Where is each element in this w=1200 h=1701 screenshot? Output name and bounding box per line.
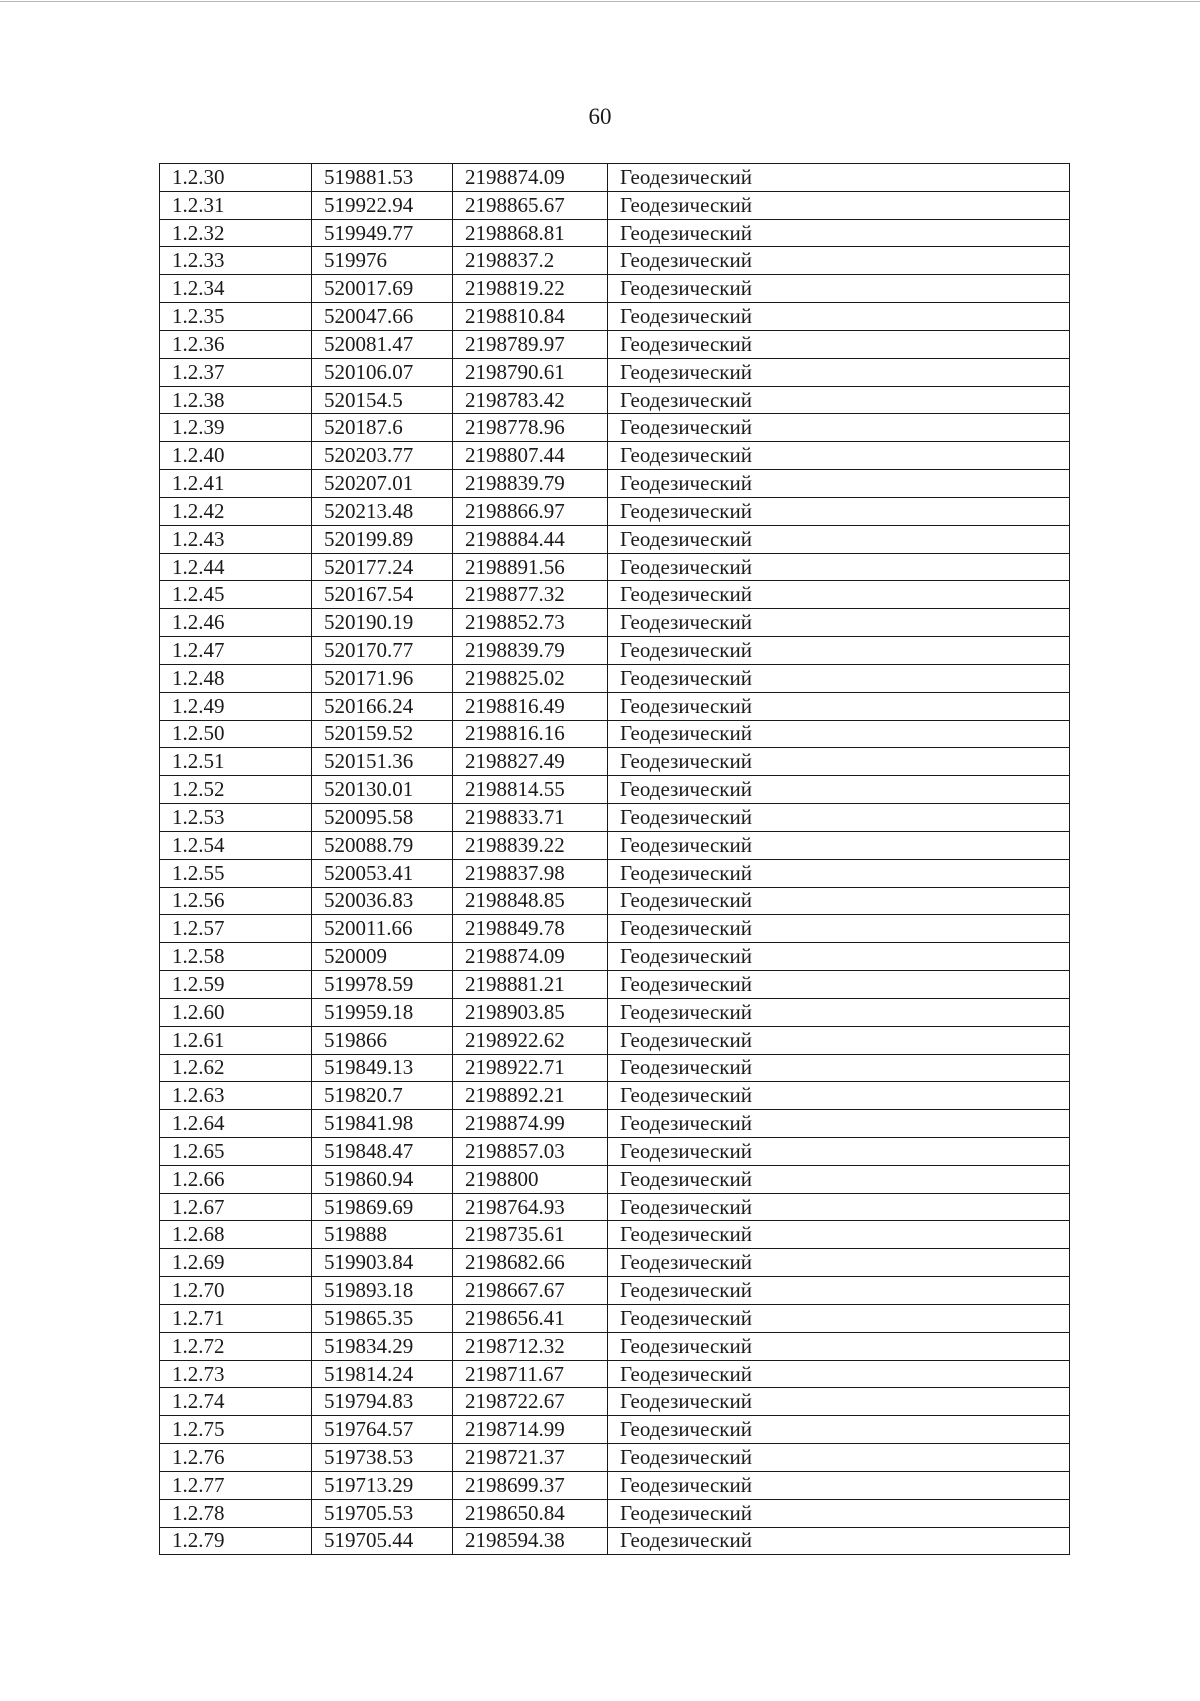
x-coordinate-cell: 520213.48	[312, 497, 453, 525]
x-coordinate-cell: 520154.5	[312, 386, 453, 414]
table-row	[160, 998, 1070, 1026]
table-row	[160, 1110, 1070, 1138]
x-coordinate-cell: 520009	[312, 943, 453, 971]
point-number-cell: 1.2.32	[160, 219, 312, 247]
point-number-cell: 1.2.66	[160, 1165, 312, 1193]
table-row	[160, 776, 1070, 804]
point-number-cell: 1.2.69	[160, 1249, 312, 1277]
y-coordinate-cell: 2198783.42	[453, 386, 608, 414]
point-number-cell: 1.2.60	[160, 998, 312, 1026]
point-number-cell: 1.2.37	[160, 358, 312, 386]
point-number-cell: 1.2.40	[160, 442, 312, 470]
x-coordinate-cell: 520151.36	[312, 748, 453, 776]
y-coordinate-cell: 2198884.44	[453, 525, 608, 553]
x-coordinate-cell: 520187.6	[312, 414, 453, 442]
point-number-cell: 1.2.57	[160, 915, 312, 943]
point-type-cell: Геодезический	[608, 971, 1070, 999]
x-coordinate-cell: 519866	[312, 1026, 453, 1054]
table-row	[160, 1165, 1070, 1193]
y-coordinate-cell: 2198852.73	[453, 609, 608, 637]
y-coordinate-cell: 2198868.81	[453, 219, 608, 247]
x-coordinate-cell: 520095.58	[312, 804, 453, 832]
point-number-cell: 1.2.71	[160, 1304, 312, 1332]
x-coordinate-cell: 519848.47	[312, 1137, 453, 1165]
y-coordinate-cell: 2198800	[453, 1165, 608, 1193]
y-coordinate-cell: 2198922.71	[453, 1054, 608, 1082]
table-row	[160, 247, 1070, 275]
table-row	[160, 358, 1070, 386]
x-coordinate-cell: 520106.07	[312, 358, 453, 386]
point-type-cell: Геодезический	[608, 303, 1070, 331]
point-type-cell: Геодезический	[608, 1277, 1070, 1305]
point-type-cell: Геодезический	[608, 1416, 1070, 1444]
point-type-cell: Геодезический	[608, 859, 1070, 887]
y-coordinate-cell: 2198891.56	[453, 553, 608, 581]
x-coordinate-cell: 520177.24	[312, 553, 453, 581]
y-coordinate-cell: 2198874.99	[453, 1110, 608, 1138]
point-type-cell: Геодезический	[608, 1527, 1070, 1555]
x-coordinate-cell: 519949.77	[312, 219, 453, 247]
x-coordinate-cell: 520166.24	[312, 692, 453, 720]
table-row	[160, 804, 1070, 832]
point-type-cell: Геодезический	[608, 553, 1070, 581]
point-type-cell: Геодезический	[608, 386, 1070, 414]
point-number-cell: 1.2.76	[160, 1444, 312, 1472]
point-type-cell: Геодезический	[608, 831, 1070, 859]
point-number-cell: 1.2.36	[160, 330, 312, 358]
x-coordinate-cell: 520011.66	[312, 915, 453, 943]
point-type-cell: Геодезический	[608, 887, 1070, 915]
point-number-cell: 1.2.51	[160, 748, 312, 776]
point-type-cell: Геодезический	[608, 915, 1070, 943]
y-coordinate-cell: 2198848.85	[453, 887, 608, 915]
x-coordinate-cell: 520017.69	[312, 275, 453, 303]
x-coordinate-cell: 520170.77	[312, 637, 453, 665]
y-coordinate-cell: 2198874.09	[453, 943, 608, 971]
point-type-cell: Геодезический	[608, 998, 1070, 1026]
x-coordinate-cell: 519922.94	[312, 191, 453, 219]
point-type-cell: Геодезический	[608, 1082, 1070, 1110]
point-number-cell: 1.2.79	[160, 1527, 312, 1555]
y-coordinate-cell: 2198722.67	[453, 1388, 608, 1416]
table-row	[160, 442, 1070, 470]
point-number-cell: 1.2.70	[160, 1277, 312, 1305]
table-row	[160, 1332, 1070, 1360]
table-row	[160, 664, 1070, 692]
point-number-cell: 1.2.33	[160, 247, 312, 275]
x-coordinate-cell: 519959.18	[312, 998, 453, 1026]
point-number-cell: 1.2.73	[160, 1360, 312, 1388]
point-number-cell: 1.2.75	[160, 1416, 312, 1444]
point-type-cell: Геодезический	[608, 804, 1070, 832]
point-type-cell: Геодезический	[608, 275, 1070, 303]
x-coordinate-cell: 519713.29	[312, 1471, 453, 1499]
point-type-cell: Геодезический	[608, 414, 1070, 442]
point-type-cell: Геодезический	[608, 748, 1070, 776]
x-coordinate-cell: 519893.18	[312, 1277, 453, 1305]
y-coordinate-cell: 2198714.99	[453, 1416, 608, 1444]
point-type-cell: Геодезический	[608, 442, 1070, 470]
point-type-cell: Геодезический	[608, 330, 1070, 358]
x-coordinate-cell: 519869.69	[312, 1193, 453, 1221]
y-coordinate-cell: 2198712.32	[453, 1332, 608, 1360]
x-coordinate-cell: 520036.83	[312, 887, 453, 915]
y-coordinate-cell: 2198839.79	[453, 470, 608, 498]
y-coordinate-cell: 2198764.93	[453, 1193, 608, 1221]
y-coordinate-cell: 2198874.09	[453, 164, 608, 192]
y-coordinate-cell: 2198807.44	[453, 442, 608, 470]
y-coordinate-cell: 2198849.78	[453, 915, 608, 943]
point-number-cell: 1.2.53	[160, 804, 312, 832]
point-number-cell: 1.2.72	[160, 1332, 312, 1360]
y-coordinate-cell: 2198922.62	[453, 1026, 608, 1054]
table-row	[160, 1388, 1070, 1416]
table-row	[160, 1137, 1070, 1165]
point-number-cell: 1.2.65	[160, 1137, 312, 1165]
point-type-cell: Геодезический	[608, 219, 1070, 247]
table-row	[160, 692, 1070, 720]
y-coordinate-cell: 2198837.2	[453, 247, 608, 275]
point-number-cell: 1.2.30	[160, 164, 312, 192]
point-number-cell: 1.2.50	[160, 720, 312, 748]
table-row	[160, 1527, 1070, 1555]
x-coordinate-cell: 519903.84	[312, 1249, 453, 1277]
x-coordinate-cell: 519849.13	[312, 1054, 453, 1082]
point-type-cell: Геодезический	[608, 692, 1070, 720]
point-type-cell: Геодезический	[608, 1054, 1070, 1082]
table-row	[160, 219, 1070, 247]
point-type-cell: Геодезический	[608, 581, 1070, 609]
table-row	[160, 1416, 1070, 1444]
point-type-cell: Геодезический	[608, 358, 1070, 386]
x-coordinate-cell: 520081.47	[312, 330, 453, 358]
point-type-cell: Геодезический	[608, 1221, 1070, 1249]
y-coordinate-cell: 2198789.97	[453, 330, 608, 358]
point-type-cell: Геодезический	[608, 1304, 1070, 1332]
x-coordinate-cell: 519978.59	[312, 971, 453, 999]
y-coordinate-cell: 2198903.85	[453, 998, 608, 1026]
point-type-cell: Геодезический	[608, 776, 1070, 804]
point-type-cell: Геодезический	[608, 1026, 1070, 1054]
y-coordinate-cell: 2198735.61	[453, 1221, 608, 1249]
point-number-cell: 1.2.63	[160, 1082, 312, 1110]
point-type-cell: Геодезический	[608, 720, 1070, 748]
point-type-cell: Геодезический	[608, 1193, 1070, 1221]
point-number-cell: 1.2.61	[160, 1026, 312, 1054]
point-number-cell: 1.2.46	[160, 609, 312, 637]
point-type-cell: Геодезический	[608, 1249, 1070, 1277]
y-coordinate-cell: 2198865.67	[453, 191, 608, 219]
table-row	[160, 1026, 1070, 1054]
x-coordinate-cell: 519888	[312, 1221, 453, 1249]
table-row	[160, 831, 1070, 859]
y-coordinate-cell: 2198814.55	[453, 776, 608, 804]
point-number-cell: 1.2.78	[160, 1499, 312, 1527]
y-coordinate-cell: 2198877.32	[453, 581, 608, 609]
coordinates-table	[159, 163, 1070, 1555]
x-coordinate-cell: 519738.53	[312, 1444, 453, 1472]
point-number-cell: 1.2.31	[160, 191, 312, 219]
table-row	[160, 525, 1070, 553]
point-number-cell: 1.2.48	[160, 664, 312, 692]
x-coordinate-cell: 519705.44	[312, 1527, 453, 1555]
point-number-cell: 1.2.55	[160, 859, 312, 887]
y-coordinate-cell: 2198650.84	[453, 1499, 608, 1527]
x-coordinate-cell: 519881.53	[312, 164, 453, 192]
point-type-cell: Геодезический	[608, 191, 1070, 219]
point-number-cell: 1.2.59	[160, 971, 312, 999]
point-type-cell: Геодезический	[608, 1137, 1070, 1165]
point-type-cell: Геодезический	[608, 1388, 1070, 1416]
y-coordinate-cell: 2198699.37	[453, 1471, 608, 1499]
x-coordinate-cell: 519814.24	[312, 1360, 453, 1388]
y-coordinate-cell: 2198810.84	[453, 303, 608, 331]
table-row	[160, 1054, 1070, 1082]
point-type-cell: Геодезический	[608, 1332, 1070, 1360]
y-coordinate-cell: 2198667.67	[453, 1277, 608, 1305]
point-number-cell: 1.2.56	[160, 887, 312, 915]
point-number-cell: 1.2.35	[160, 303, 312, 331]
y-coordinate-cell: 2198881.21	[453, 971, 608, 999]
point-type-cell: Геодезический	[608, 664, 1070, 692]
x-coordinate-cell: 519841.98	[312, 1110, 453, 1138]
point-number-cell: 1.2.52	[160, 776, 312, 804]
point-number-cell: 1.2.67	[160, 1193, 312, 1221]
table-row	[160, 414, 1070, 442]
point-type-cell: Геодезический	[608, 609, 1070, 637]
y-coordinate-cell: 2198837.98	[453, 859, 608, 887]
point-type-cell: Геодезический	[608, 1471, 1070, 1499]
table-row	[160, 330, 1070, 358]
table-row	[160, 1193, 1070, 1221]
point-number-cell: 1.2.44	[160, 553, 312, 581]
x-coordinate-cell: 520171.96	[312, 664, 453, 692]
table-row	[160, 164, 1070, 192]
point-number-cell: 1.2.58	[160, 943, 312, 971]
y-coordinate-cell: 2198816.16	[453, 720, 608, 748]
table-row	[160, 1360, 1070, 1388]
x-coordinate-cell: 519820.7	[312, 1082, 453, 1110]
x-coordinate-cell: 520047.66	[312, 303, 453, 331]
y-coordinate-cell: 2198839.79	[453, 637, 608, 665]
table-row	[160, 553, 1070, 581]
point-number-cell: 1.2.62	[160, 1054, 312, 1082]
point-type-cell: Геодезический	[608, 1110, 1070, 1138]
x-coordinate-cell: 520130.01	[312, 776, 453, 804]
table-row	[160, 1444, 1070, 1472]
point-number-cell: 1.2.42	[160, 497, 312, 525]
y-coordinate-cell: 2198721.37	[453, 1444, 608, 1472]
point-type-cell: Геодезический	[608, 164, 1070, 192]
y-coordinate-cell: 2198857.03	[453, 1137, 608, 1165]
y-coordinate-cell: 2198866.97	[453, 497, 608, 525]
table-row	[160, 887, 1070, 915]
point-type-cell: Геодезический	[608, 247, 1070, 275]
y-coordinate-cell: 2198778.96	[453, 414, 608, 442]
point-type-cell: Геодезический	[608, 1360, 1070, 1388]
point-number-cell: 1.2.49	[160, 692, 312, 720]
y-coordinate-cell: 2198833.71	[453, 804, 608, 832]
point-number-cell: 1.2.77	[160, 1471, 312, 1499]
point-type-cell: Геодезический	[608, 1165, 1070, 1193]
x-coordinate-cell: 520203.77	[312, 442, 453, 470]
point-type-cell: Геодезический	[608, 470, 1070, 498]
point-type-cell: Геодезический	[608, 637, 1070, 665]
y-coordinate-cell: 2198827.49	[453, 748, 608, 776]
table-row	[160, 609, 1070, 637]
y-coordinate-cell: 2198816.49	[453, 692, 608, 720]
table-row	[160, 1221, 1070, 1249]
y-coordinate-cell: 2198839.22	[453, 831, 608, 859]
table-row	[160, 748, 1070, 776]
x-coordinate-cell: 520190.19	[312, 609, 453, 637]
table-row	[160, 1304, 1070, 1332]
table-row	[160, 637, 1070, 665]
point-number-cell: 1.2.74	[160, 1388, 312, 1416]
table-row	[160, 470, 1070, 498]
x-coordinate-cell: 519865.35	[312, 1304, 453, 1332]
x-coordinate-cell: 519764.57	[312, 1416, 453, 1444]
point-number-cell: 1.2.38	[160, 386, 312, 414]
y-coordinate-cell: 2198711.67	[453, 1360, 608, 1388]
table-row	[160, 1277, 1070, 1305]
table-row	[160, 1499, 1070, 1527]
x-coordinate-cell: 519860.94	[312, 1165, 453, 1193]
x-coordinate-cell: 520207.01	[312, 470, 453, 498]
table-row	[160, 971, 1070, 999]
x-coordinate-cell: 519794.83	[312, 1388, 453, 1416]
y-coordinate-cell: 2198790.61	[453, 358, 608, 386]
y-coordinate-cell: 2198819.22	[453, 275, 608, 303]
coordinates-table-body	[160, 164, 1070, 1555]
point-number-cell: 1.2.41	[160, 470, 312, 498]
x-coordinate-cell: 519705.53	[312, 1499, 453, 1527]
table-row	[160, 1471, 1070, 1499]
table-row	[160, 275, 1070, 303]
y-coordinate-cell: 2198682.66	[453, 1249, 608, 1277]
point-number-cell: 1.2.68	[160, 1221, 312, 1249]
point-number-cell: 1.2.64	[160, 1110, 312, 1138]
x-coordinate-cell: 520199.89	[312, 525, 453, 553]
page-number: 60	[588, 104, 612, 129]
point-number-cell: 1.2.45	[160, 581, 312, 609]
x-coordinate-cell: 519976	[312, 247, 453, 275]
table-row	[160, 943, 1070, 971]
x-coordinate-cell: 520088.79	[312, 831, 453, 859]
table-row	[160, 581, 1070, 609]
table-row	[160, 497, 1070, 525]
point-type-cell: Геодезический	[608, 943, 1070, 971]
point-number-cell: 1.2.54	[160, 831, 312, 859]
y-coordinate-cell: 2198825.02	[453, 664, 608, 692]
scan-top-edge	[0, 1, 1200, 2]
table-row	[160, 1249, 1070, 1277]
point-type-cell: Геодезический	[608, 1444, 1070, 1472]
point-type-cell: Геодезический	[608, 1499, 1070, 1527]
y-coordinate-cell: 2198594.38	[453, 1527, 608, 1555]
table-row	[160, 720, 1070, 748]
point-number-cell: 1.2.47	[160, 637, 312, 665]
table-row	[160, 303, 1070, 331]
table-row	[160, 859, 1070, 887]
point-number-cell: 1.2.39	[160, 414, 312, 442]
x-coordinate-cell: 520167.54	[312, 581, 453, 609]
x-coordinate-cell: 519834.29	[312, 1332, 453, 1360]
point-number-cell: 1.2.34	[160, 275, 312, 303]
x-coordinate-cell: 520159.52	[312, 720, 453, 748]
point-type-cell: Геодезический	[608, 525, 1070, 553]
table-row	[160, 191, 1070, 219]
table-row	[160, 386, 1070, 414]
point-type-cell: Геодезический	[608, 497, 1070, 525]
x-coordinate-cell: 520053.41	[312, 859, 453, 887]
point-number-cell: 1.2.43	[160, 525, 312, 553]
y-coordinate-cell: 2198656.41	[453, 1304, 608, 1332]
y-coordinate-cell: 2198892.21	[453, 1082, 608, 1110]
table-row	[160, 915, 1070, 943]
table-row	[160, 1082, 1070, 1110]
